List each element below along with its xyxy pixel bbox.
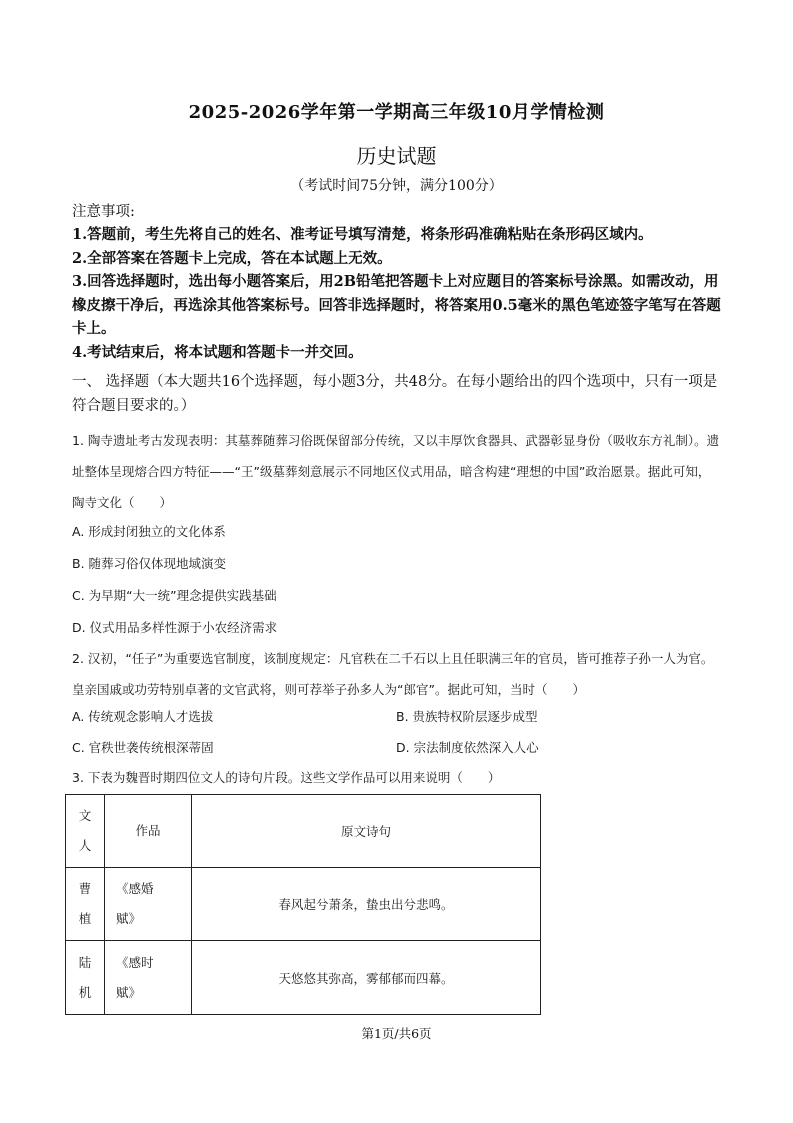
row-1-work-text: 《感婚 赋》 xyxy=(116,881,154,926)
table-row xyxy=(66,941,541,1015)
header-author: 文 人 xyxy=(78,808,92,853)
question-1-stem: 1. 陶寺遗址考古发现表明：其墓葬随葬习俗既保留部分传统，又以丰厚饮食器具、武器彰显身份（吸收东方礼制）。遗址整体呈现熔合四方特征——“王”级墓葬刻意展示不同地区仪式用品，暗含构建“理想的中国”政治愿景。据此可知，陶寺文化（ ） xyxy=(72,433,720,510)
question-1-option-c: C. 为早期“大一统”理念提供实践基础 xyxy=(72,588,277,603)
note-item-2: 2.全部答案在答题卡上完成，答在本试题上无效。 xyxy=(72,249,392,267)
header-author-cell xyxy=(66,795,105,868)
question-2-option-c: C. 官秩世袭传统根深蒂固 xyxy=(72,740,214,755)
question-2-option-a: A. 传统观念影响人才选拔 xyxy=(72,709,214,724)
row-2-work xyxy=(105,941,192,1015)
question-2-options-row-1 xyxy=(72,707,722,727)
question-1 xyxy=(72,425,722,518)
question-1-option-d: D. 仪式用品多样性源于小农经济需求 xyxy=(72,620,278,635)
table-row xyxy=(66,868,541,941)
exam-title: 2025-2026学年第一学期高三年级10月学情检测 xyxy=(188,102,605,123)
notes-heading: 注意事项: xyxy=(72,204,135,220)
row-2-verse: 天悠悠其弥高，雾郁郁而四幕。 xyxy=(192,941,541,1015)
row-2-work-text: 《感时 赋》 xyxy=(116,954,154,1000)
row-1-author-text: 曹 植 xyxy=(78,881,92,926)
subject-title: 历史试题 xyxy=(356,144,437,168)
header-work: 作品 xyxy=(105,795,192,868)
header-verse: 原文诗句 xyxy=(192,795,541,868)
question-2-options-row-2 xyxy=(72,738,722,758)
row-1-author xyxy=(66,868,105,941)
question-2 xyxy=(72,643,722,705)
question-2-option-d: D. 宗法制度依然深入人心 xyxy=(396,740,539,755)
question-3 xyxy=(72,768,722,788)
question-2-option-b: B. 贵族特权阶层逐步成型 xyxy=(396,709,538,724)
section-1-heading: 一、 选择题（本大题共16个选择题，每小题3分，共48分。在每小题给出的四个选项中，只有一项是符合题目要求的。） xyxy=(72,374,718,414)
question-1-options xyxy=(72,516,722,644)
row-2-author-text: 陆 机 xyxy=(78,954,92,1000)
page-footer: 第1页/共6页 xyxy=(361,1026,432,1041)
table-header-row xyxy=(66,795,541,868)
question-1-option-a: A. 形成封闭独立的文化体系 xyxy=(72,524,226,539)
notes-list xyxy=(72,223,722,364)
row-1-verse: 春风起兮萧条，蛰虫出兮悲鸣。 xyxy=(192,868,541,941)
note-item-3: 3.回答选择题时，选出每小题答案后，用2B铅笔把答题卡上对应题目的答案标号涂黑。如需改动，用橡皮擦干净后，再选涂其他答案标号。回答非选择题时，将答案用0.5毫米的黑色笔迹签字笔写在答题卡上。 xyxy=(72,273,721,337)
exam-info: （考试时间75分钟，满分100分） xyxy=(290,178,503,194)
note-item-4: 4.考试结束后，将本试题和答题卡一并交回。 xyxy=(72,343,363,361)
question-1-option-b: B. 随葬习俗仅体现地域演变 xyxy=(72,556,227,571)
question-3-stem: 3. 下表为魏晋时期四位文人的诗句片段。这些文学作品可以用来说明（ ） xyxy=(72,770,501,785)
row-2-author xyxy=(66,941,105,1015)
poem-table xyxy=(65,794,541,1015)
section-heading xyxy=(72,371,722,418)
row-1-work xyxy=(105,868,192,941)
question-2-stem: 2. 汉初，“任子”为重要选官制度，该制度规定：凡官秩在二千石以上且任职满三年的官员，皆可推荐子孙一人为官。皇亲国戚或功劳特别卓著的文官武将，则可荐举子孙多人为“郎官”。据此可知，当时（ ） xyxy=(72,651,714,697)
note-item-1: 1.答题前，考生先将自己的姓名、准考证号填写清楚，将条形码准确粘贴在条形码区域内。 xyxy=(72,226,653,243)
